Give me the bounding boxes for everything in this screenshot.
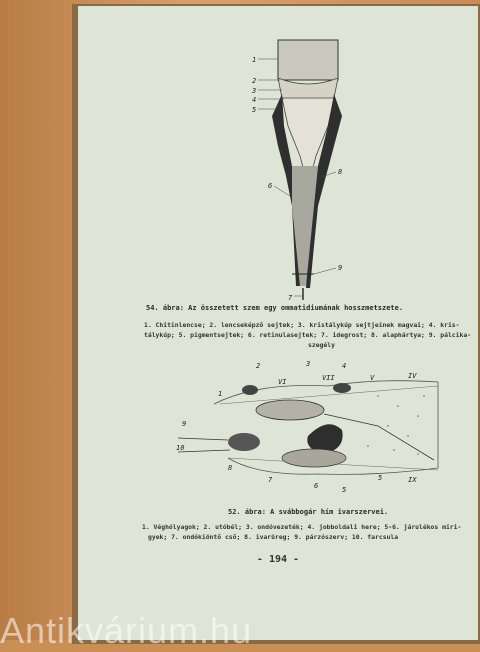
fig54-label-6: 6: [268, 182, 273, 190]
fig52-label-ix: IX: [408, 476, 417, 484]
figure54-legend-line3: szegély: [308, 341, 335, 349]
accessory-gland: [256, 400, 324, 420]
fig54-label-4: 4: [252, 96, 257, 104]
watermark: Antikvárium.hu: [0, 610, 253, 651]
book-page: [78, 6, 478, 640]
fig54-label-8: 8: [338, 168, 343, 176]
ommatidium-illustration: [258, 40, 342, 300]
fig52-label-10: 10: [176, 444, 185, 452]
fig52-label-9: 9: [182, 420, 187, 428]
figure52-legend-line1: 1. Véghólyagok; 2. utóbél; 3. ondóvezeték; 4. jobboldali here; 5-6. járulékos miri-: [142, 523, 462, 531]
ejaculatory-duct: [282, 449, 346, 467]
fig52-label-vi: VI: [278, 378, 287, 386]
fig54-label-5: 5: [252, 106, 257, 114]
fig52-label-6: 6: [314, 482, 319, 490]
fig54-label-7: 7: [288, 294, 293, 302]
figure52-title: 52. ábra: A svábbogár hím ivarszervei.: [228, 508, 389, 516]
fig52-label-vii: VII: [322, 374, 335, 382]
figure54-legend-line2: tálykúp; 5. pigmentsejtek; 6. retinulasejtek; 7. idegrost; 8. alaphártya; 9. pálcika-: [144, 331, 472, 339]
fig54-label-9: 9: [338, 264, 343, 272]
copulatory-organ: [228, 433, 260, 451]
figure54-legend-line1: 1. Chitinlencse; 2. lencseképző sejtek; 3. kristálykúp sejtjeinek magvai; 4. kris-: [144, 321, 460, 329]
fig52-label-8: 8: [228, 464, 233, 472]
fig52-label-2: 2: [256, 362, 261, 370]
testis-dot: [333, 383, 351, 393]
chitin-lens: [278, 40, 338, 80]
fig52-label-3: 3: [306, 360, 311, 368]
fig52-label-7: 7: [268, 476, 273, 484]
fig54-label-1: 1: [252, 56, 257, 64]
fig52-label-4: 4: [342, 362, 347, 370]
figure52-legend-line2: gyek; 7. ondókiöntő cső; 8. ivarüreg; 9. párzószerv; 10. farcsula: [148, 533, 399, 541]
fig52-label-5a: 5: [342, 486, 347, 494]
fig54-label-3: 3: [252, 87, 257, 95]
figure54-title: 54. ábra: Az összetett szem egy ommatidiumának hosszmetszete.: [146, 304, 404, 312]
page-number: - 194 -: [256, 554, 300, 565]
fig52-label-iv: IV: [408, 372, 417, 380]
fig52-label-5b: 5: [378, 474, 383, 482]
seminal-vesicle: [242, 385, 258, 395]
fig52-label-1: 1: [218, 390, 223, 398]
reproductive-organs-illustration: [178, 381, 438, 475]
fig52-label-v: V: [370, 374, 375, 382]
fig54-label-2: 2: [252, 77, 257, 85]
